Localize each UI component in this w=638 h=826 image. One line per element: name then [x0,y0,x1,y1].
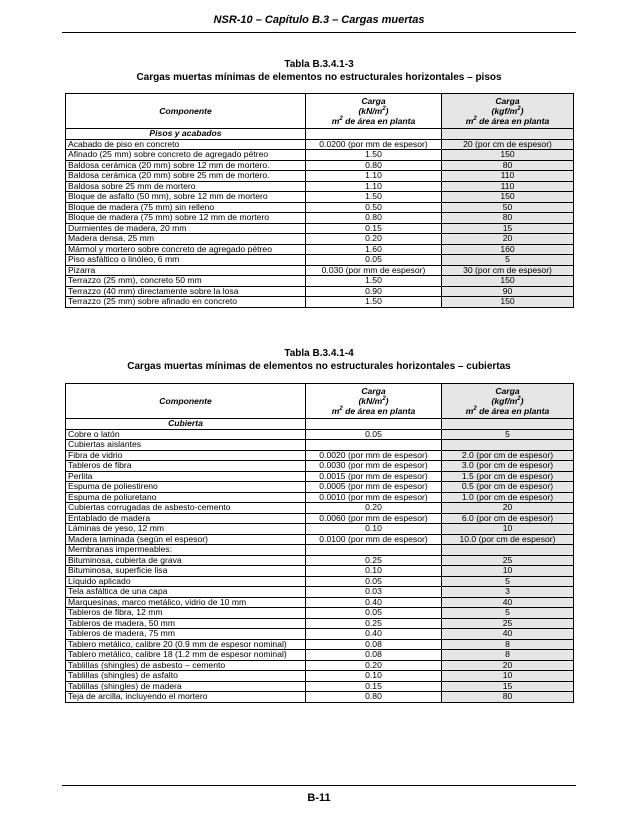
page-number: B-11 [307,792,331,804]
component-cell: Madera densa, 25 mm [66,234,306,245]
component-cell: Baldosa cerámica (20 mm) sobre 25 mm de mortero. [66,171,306,182]
load-kn-cell: 0.05 [306,576,442,587]
load-kn-cell: 0.05 [306,255,442,266]
component-cell: Madera laminada (según el espesor) [66,534,306,545]
load-kgf-cell: 20 [442,503,574,514]
table-row [66,202,574,213]
load-kgf-cell: 25 [442,618,574,629]
load-kgf-cell: 10.0 (por cm de espesor) [442,534,574,545]
table-row [66,639,574,650]
component-cell: Perlita [66,471,306,482]
load-kn-cell [306,440,442,451]
load-kgf-cell: 110 [442,181,574,192]
table1-col-kgf: Carga $(kgf/m^2)$ $m^2$ de área en planta [442,94,574,129]
load-kn-cell: 0.50 [306,202,442,213]
load-kn-cell: 1.50 [306,276,442,287]
table-row [66,671,574,682]
component-cell: Bloque de madera (75 mm) sin relleno [66,202,306,213]
component-cell: Tela asfáltica de una capa [66,587,306,598]
load-kgf-cell: 6.0 (por cm de espesor) [442,513,574,524]
load-kn-cell: 1.10 [306,171,442,182]
load-kgf-cell: 150 [442,276,574,287]
load-kn-cell: 0.20 [306,503,442,514]
load-kgf-cell: 90 [442,286,574,297]
table-row [66,440,574,451]
load-kgf-cell: 10 [442,566,574,577]
table2-caption: Cargas muertas mínimas de elementos no estructurales horizontales – cubiertas [127,361,511,372]
load-kn-cell: 0.08 [306,639,442,650]
component-cell: Bloque de asfalto (50 mm), sobre 12 mm de mortero [66,192,306,203]
table-row [66,234,574,245]
table-row [66,471,574,482]
component-cell: Fibra de vidrio [66,450,306,461]
load-kn-cell: 0.0020 (por mm de espesor) [306,450,442,461]
table-row [66,461,574,472]
table-row [66,660,574,671]
load-kgf-cell: 40 [442,597,574,608]
load-kgf-cell [442,440,574,451]
component-cell: Bituminosa, superficie lisa [66,566,306,577]
table-row [66,555,574,566]
load-kgf-cell: 30 (por cm de espesor) [442,265,574,276]
table-row [66,213,574,224]
load-kn-cell: 0.10 [306,524,442,535]
load-kgf-cell: 3 [442,587,574,598]
load-kgf-cell: 10 [442,524,574,535]
load-kgf-cell: 20 [442,234,574,245]
load-kgf-cell: 3.0 (por cm de espesor) [442,461,574,472]
table-row [66,297,574,308]
load-kn-cell: 1.10 [306,181,442,192]
load-kn-cell: 0.80 [306,160,442,171]
load-kn-cell: 0.05 [306,429,442,440]
component-cell: Piso asfáltico o linóleo, 6 mm [66,255,306,266]
load-kgf-cell [442,545,574,556]
load-kgf-cell: 5 [442,576,574,587]
table-row [66,482,574,493]
load-kgf-cell: 10 [442,671,574,682]
component-cell: Tableros de madera, 50 mm [66,618,306,629]
page-header: NSR-10 – Capítulo B.3 – Cargas muertas [213,14,425,26]
load-kn-cell: 0.90 [306,286,442,297]
load-kgf-cell: 40 [442,629,574,640]
component-cell: Acabado de piso en concreto [66,139,306,150]
load-kn-cell: 0.03 [306,587,442,598]
table-row [66,181,574,192]
table2-section-label: Cubierta [66,419,306,430]
table-row [66,139,574,150]
load-kgf-cell: 110 [442,171,574,182]
load-kgf-cell: 80 [442,160,574,171]
component-cell: Bloque de madera (75 mm) sobre 12 mm de mortero [66,213,306,224]
load-kn-cell: 0.15 [306,681,442,692]
load-kn-cell: 0.0030 (por mm de espesor) [306,461,442,472]
component-cell: Tablillas (shingles) de madera [66,681,306,692]
component-cell: Terrazzo (40 mm) directamente sobre la losa [66,286,306,297]
table-row [66,576,574,587]
table-row [66,492,574,503]
component-cell: Terrazzo (25 mm), concreto 50 mm [66,276,306,287]
component-cell: Teja de arcilla, incluyendo el mortero [66,692,306,703]
load-kn-cell: 1.50 [306,150,442,161]
component-cell: Marquesinas, marco metálico, vidrio de 10 mm [66,597,306,608]
load-kgf-cell: 80 [442,692,574,703]
table1-section-label: Pisos y acabados [66,129,306,140]
load-kn-cell: 0.0015 (por mm de espesor) [306,471,442,482]
component-cell: Baldosa sobre 25 mm de mortero [66,181,306,192]
table1-col-component: Componente [66,94,306,129]
table-row [66,276,574,287]
table-row [66,597,574,608]
component-cell: Espuma de poliestireno [66,482,306,493]
table-row [66,265,574,276]
component-cell: Cubiertas corrugadas de asbesto-cemento [66,503,306,514]
component-cell: Cubiertas aislantes [66,440,306,451]
table-row [66,513,574,524]
table-row [66,524,574,535]
load-kn-cell [306,545,442,556]
load-kgf-cell: 5 [442,255,574,266]
load-kn-cell: 0.10 [306,671,442,682]
load-kn-cell: 0.15 [306,223,442,234]
load-kgf-cell: 8 [442,650,574,661]
load-kgf-cell: 15 [442,681,574,692]
load-kn-cell: 0.0100 (por mm de espesor) [306,534,442,545]
component-cell: Entablado de madera [66,513,306,524]
table1-caption: Cargas muertas mínimas de elementos no estructurales horizontales – pisos [136,72,502,83]
component-cell: Durmientes de madera, 20 mm [66,223,306,234]
table-row [66,534,574,545]
table-row [66,629,574,640]
load-kn-cell: 0.40 [306,629,442,640]
table-row [66,171,574,182]
component-cell: Mármol y mortero sobre concreto de agregado pétreo [66,244,306,255]
component-cell: Terrazzo (25 mm) sobre afinado en concreto [66,297,306,308]
load-kn-cell: 0.05 [306,608,442,619]
load-kn-cell: 0.20 [306,234,442,245]
load-kgf-cell: 1.5 (por cm de espesor) [442,471,574,482]
table2-number: Tabla B.3.4.1-4 [284,348,354,359]
component-cell: Tablero metálico, calibre 20 (0.9 mm de espesor nominal) [66,639,306,650]
component-cell: Líquido aplicado [66,576,306,587]
footer-rule [62,785,576,786]
table1-number: Tabla B.3.4.1-3 [284,59,354,70]
load-kgf-cell: 5 [442,608,574,619]
table-row [66,286,574,297]
table1-col-kn: Carga $(kN/m^2)$ $m^2$ de área en planta [306,94,442,129]
load-kn-cell: 0.25 [306,618,442,629]
component-cell: Tablillas (shingles) de asfalto [66,671,306,682]
load-kgf-cell: 50 [442,202,574,213]
load-kgf-cell: 150 [442,150,574,161]
table-row [66,192,574,203]
table-row [66,223,574,234]
component-cell: Láminas de yeso, 12 mm [66,524,306,535]
load-kgf-cell: 20 (por cm de espesor) [442,139,574,150]
table1 [65,93,574,308]
table-row [66,587,574,598]
table-row [66,618,574,629]
component-cell: Tablero metálico, calibre 18 (1.2 mm de espesor nominal) [66,650,306,661]
load-kn-cell: 0.80 [306,692,442,703]
table2 [65,383,574,703]
load-kgf-cell: 1.0 (por cm de espesor) [442,492,574,503]
load-kn-cell: 0.0200 (por mm de espesor) [306,139,442,150]
load-kgf-cell: 25 [442,555,574,566]
table-row [66,255,574,266]
component-cell: Tableros de madera, 75 mm [66,629,306,640]
table-row [66,566,574,577]
table-row [66,503,574,514]
table-row [66,650,574,661]
load-kn-cell: 0.40 [306,597,442,608]
load-kn-cell: 0.80 [306,213,442,224]
table-row [66,608,574,619]
table-row [66,450,574,461]
load-kgf-cell: 8 [442,639,574,650]
load-kgf-cell: 5 [442,429,574,440]
table-row [66,244,574,255]
load-kn-cell: 1.60 [306,244,442,255]
load-kgf-cell: 0.5 (por cm de espesor) [442,482,574,493]
load-kn-cell: 0.08 [306,650,442,661]
component-cell: Tableros de fibra, 12 mm [66,608,306,619]
load-kgf-cell: 15 [442,223,574,234]
table-row [66,545,574,556]
load-kn-cell: 0.0005 (por mm de espesor) [306,482,442,493]
component-cell: Pizarra [66,265,306,276]
load-kgf-cell: 2.0 (por cm de espesor) [442,450,574,461]
component-cell: Afinado (25 mm) sobre concreto de agregado pétreo [66,150,306,161]
component-cell: Espuma de poliuretano [66,492,306,503]
load-kn-cell: 1.50 [306,297,442,308]
header-rule [62,32,576,33]
load-kn-cell: 0.20 [306,660,442,671]
component-cell: Bituminosa, cubierta de grava [66,555,306,566]
table2-col-component: Componente [66,384,306,419]
load-kn-cell: 0.030 (por mm de espesor) [306,265,442,276]
table-row [66,429,574,440]
load-kgf-cell: 150 [442,297,574,308]
component-cell: Tablillas (shingles) de asbesto – cemento [66,660,306,671]
load-kn-cell: 1.50 [306,192,442,203]
component-cell: Baldosa cerámica (20 mm) sobre 12 mm de mortero. [66,160,306,171]
load-kn-cell: 0.25 [306,555,442,566]
load-kn-cell: 0.0010 (por mm de espesor) [306,492,442,503]
load-kgf-cell: 20 [442,660,574,671]
load-kgf-cell: 80 [442,213,574,224]
table2-col-kgf: Carga $(kgf/m^2)$ $m^2$ de área en planta [442,384,574,419]
load-kgf-cell: 150 [442,192,574,203]
load-kn-cell: 0.10 [306,566,442,577]
table-row [66,160,574,171]
component-cell: Tableros de fibra [66,461,306,472]
component-cell: Membranas impermeables: [66,545,306,556]
component-cell: Cobre o latón [66,429,306,440]
table-row [66,681,574,692]
load-kgf-cell: 160 [442,244,574,255]
load-kn-cell: 0.0060 (por mm de espesor) [306,513,442,524]
table2-col-kn: Carga $(kN/m^2)$ $m^2$ de área en planta [306,384,442,419]
table-row [66,150,574,161]
table-row [66,692,574,703]
